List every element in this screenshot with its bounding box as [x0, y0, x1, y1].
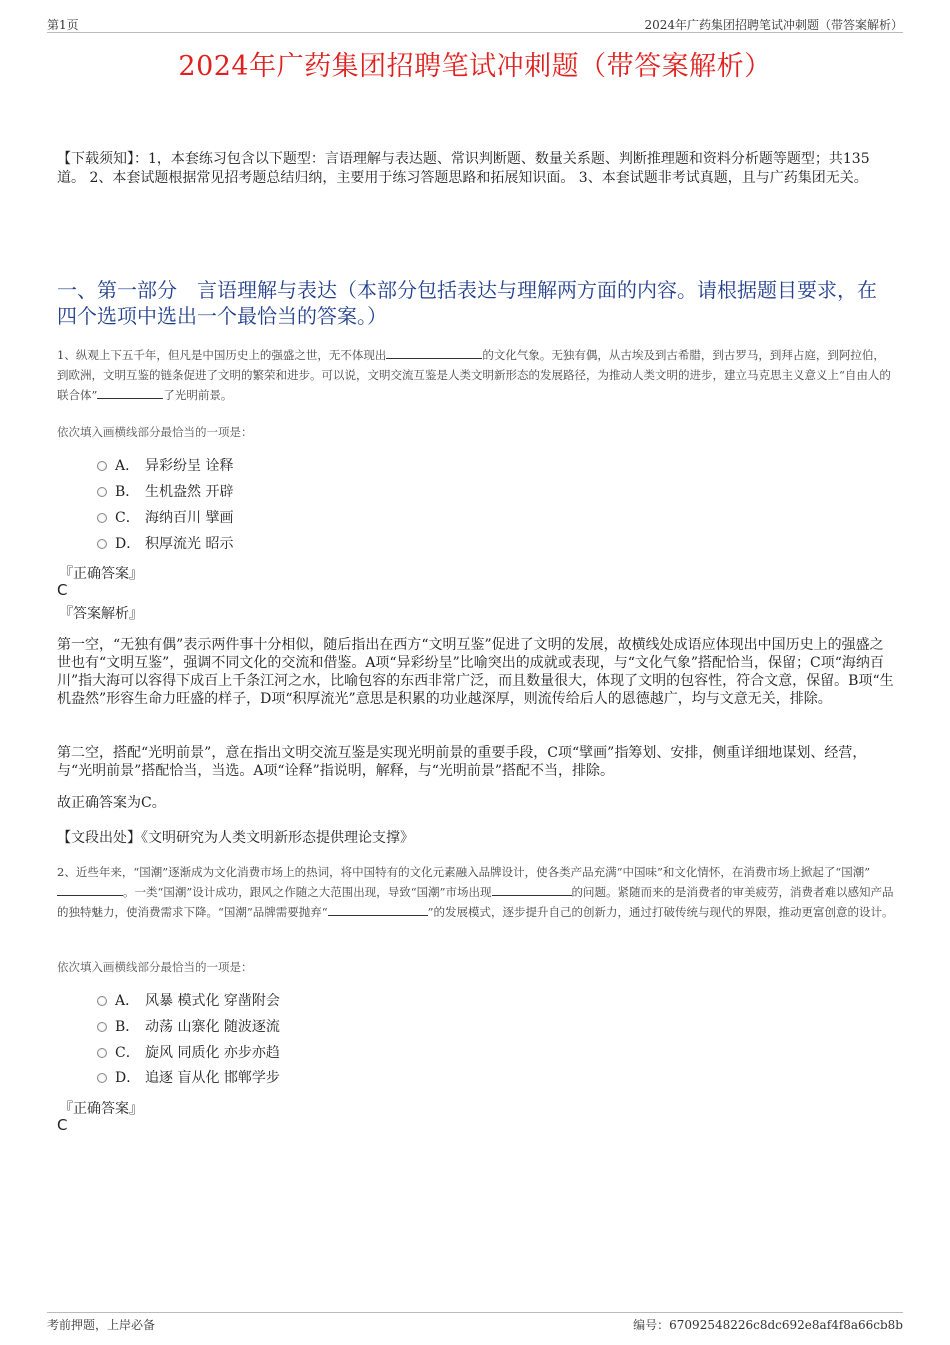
analysis-conclusion: 故正确答案为C。 — [57, 795, 166, 811]
option-letter: B． — [115, 484, 140, 500]
page-header — [47, 14, 903, 33]
question-2-text — [57, 862, 895, 922]
page-footer — [47, 1312, 903, 1333]
radio-button[interactable] — [97, 1048, 107, 1058]
header-doc-title: 2024年广药集团招聘笔试冲刺题（带答案解析） — [644, 18, 903, 32]
option-letter: D． — [115, 536, 141, 552]
fill-blank — [57, 883, 123, 896]
option-letter: A． — [115, 993, 140, 1009]
question-2-text-d: ”的发展模式，逐步提升自己的创新力，通过打破传统与现代的界限，推动更富创意的设计。 — [427, 905, 894, 919]
question-2-text-b: 。一类“国潮”设计成功，跟风之作随之大范围出现，导致“国潮”市场出现 — [123, 885, 492, 899]
option-text: 风暴 模式化 穿凿附会 — [145, 993, 280, 1009]
radio-button[interactable] — [97, 539, 107, 549]
answer-label: 『正确答案』 — [59, 1101, 143, 1117]
question-1-text-b: 的文化气象。无独有偶，从古埃及到古希腊，到古罗马，到拜占庭，到阿拉伯，到欧洲，文明互鉴的链条促进了文明的繁荣和进步。可以说，文明交流互鉴是人类文明新形态的发展路径，为推动人类文明的进步，建立马克思主义意义上“自由人的联合体” — [57, 348, 891, 402]
analysis-paragraph-2: 第二空，搭配“光明前景”，意在指出文明交流互鉴是实现光明前景的重要手段，C项“擘画”指筹划、安排，侧重详细地谋划、经营，与“光明前景”搭配恰当，当选。A项“诠释”指说明，解释，与“光明前景”搭配不当，排除。 — [57, 745, 867, 779]
option-a[interactable] — [97, 456, 233, 476]
question-2-text-a: 2、近些年来，“国潮”逐渐成为文化消费市场上的热词，将中国特有的文化元素融入品牌设计，使各类产品充满“中国味”和文化情怀，在消费市场上掀起了“国潮” — [57, 865, 871, 879]
option-letter: B． — [115, 1019, 140, 1035]
page-title: 2024年广药集团招聘笔试冲刺题（带答案解析） — [178, 51, 772, 82]
radio-button[interactable] — [97, 513, 107, 523]
radio-button[interactable] — [97, 487, 107, 497]
option-letter: C． — [115, 1045, 140, 1061]
question-1-prompt: 依次填入画横线部分最恰当的一项是： — [57, 425, 253, 439]
option-text: 动荡 山寨化 随波逐流 — [145, 1019, 280, 1035]
page-number: 第1页 — [47, 18, 79, 32]
answer-value: C — [57, 581, 68, 599]
radio-button[interactable] — [97, 1022, 107, 1032]
option-text: 积厚流光 昭示 — [145, 536, 234, 552]
answer-value: C — [57, 1116, 68, 1134]
radio-button[interactable] — [97, 1073, 107, 1083]
option-c[interactable] — [97, 508, 233, 528]
fill-blank — [492, 883, 572, 896]
source-citation: 【文段出处】《文明研究为人类文明新形态提供理论支撑》 — [57, 830, 414, 846]
fill-blank — [328, 903, 428, 916]
analysis-paragraph-1: 第一空，“无独有偶”表示两件事十分相似，随后指出在西方“文明互鉴”促进了文明的发展，故横线处成语应体现出中国历史上的强盛之世也有“文明互鉴”，强调不同文化的交流和借鉴。A项“异彩纷呈”比喻突出的成就或表现，与“文化气象”搭配恰当，保留；C项“海纳百川”指大海可以容得下成百上千条江河之水，比喻包容的东西非常广泛，而且数量很大，体现了文明的包容性，符合文意，保留。B项“生机盎然”形容生命力旺盛的样子，D项“积厚流光”意思是积累的功业越深厚，则流传给后人的恩德越广，均与文意无关，排除。 — [57, 637, 894, 707]
fill-blank — [97, 386, 163, 399]
section-heading: 一、第一部分 言语理解与表达（本部分包括表达与理解两方面的内容。请根据题目要求，在四个选项中选出一个最恰当的答案。） — [57, 278, 877, 328]
option-text: 生机盎然 开辟 — [145, 484, 234, 500]
analysis-label: 『答案解析』 — [59, 606, 143, 622]
option-d[interactable] — [97, 1068, 280, 1088]
option-a[interactable] — [97, 991, 280, 1011]
question-1-text-c: 了光明前景。 — [163, 388, 233, 402]
option-b[interactable] — [97, 1017, 280, 1037]
option-letter: D． — [115, 1070, 141, 1086]
option-text: 追逐 盲从化 邯郸学步 — [145, 1070, 280, 1086]
question-2-text-c: 的问题。紧随而来的是消费者的审美疲劳，消费者难以感知产品的独特魅力，使消费需求下降。“国潮”品牌需要抛弃“ — [57, 885, 894, 919]
option-text: 旋风 同质化 亦步亦趋 — [145, 1045, 280, 1061]
question-1-text — [57, 345, 895, 405]
radio-button[interactable] — [97, 996, 107, 1006]
option-letter: A． — [115, 458, 140, 474]
answer-label: 『正确答案』 — [59, 566, 143, 582]
option-d[interactable] — [97, 534, 233, 554]
footer-serial: 编号：67092548226c8dc692e8af4f8a66cb8b — [633, 1318, 903, 1332]
question-2-prompt: 依次填入画横线部分最恰当的一项是： — [57, 960, 253, 974]
download-notice: 【下载须知】：1，本套练习包含以下题型：言语理解与表达题、常识判断题、数量关系题、判断推理题和资料分析题等题型；共135道。 2、本套试题根据常见招考题总结归纳，主要用于练习答题思路和拓展知识面。 3、本套试题非考试真题，且与广药集团无关。 — [57, 151, 870, 186]
fill-blank — [386, 346, 482, 359]
radio-button[interactable] — [97, 461, 107, 471]
option-b[interactable] — [97, 482, 233, 502]
footer-slogan: 考前押题，上岸必备 — [47, 1318, 156, 1332]
option-c[interactable] — [97, 1043, 280, 1063]
option-text: 海纳百川 擘画 — [145, 510, 234, 526]
question-1-text-a: 1、纵观上下五千年，但凡是中国历史上的强盛之世，无不体现出 — [57, 348, 387, 362]
option-text: 异彩纷呈 诠释 — [145, 458, 234, 474]
option-letter: C． — [115, 510, 140, 526]
